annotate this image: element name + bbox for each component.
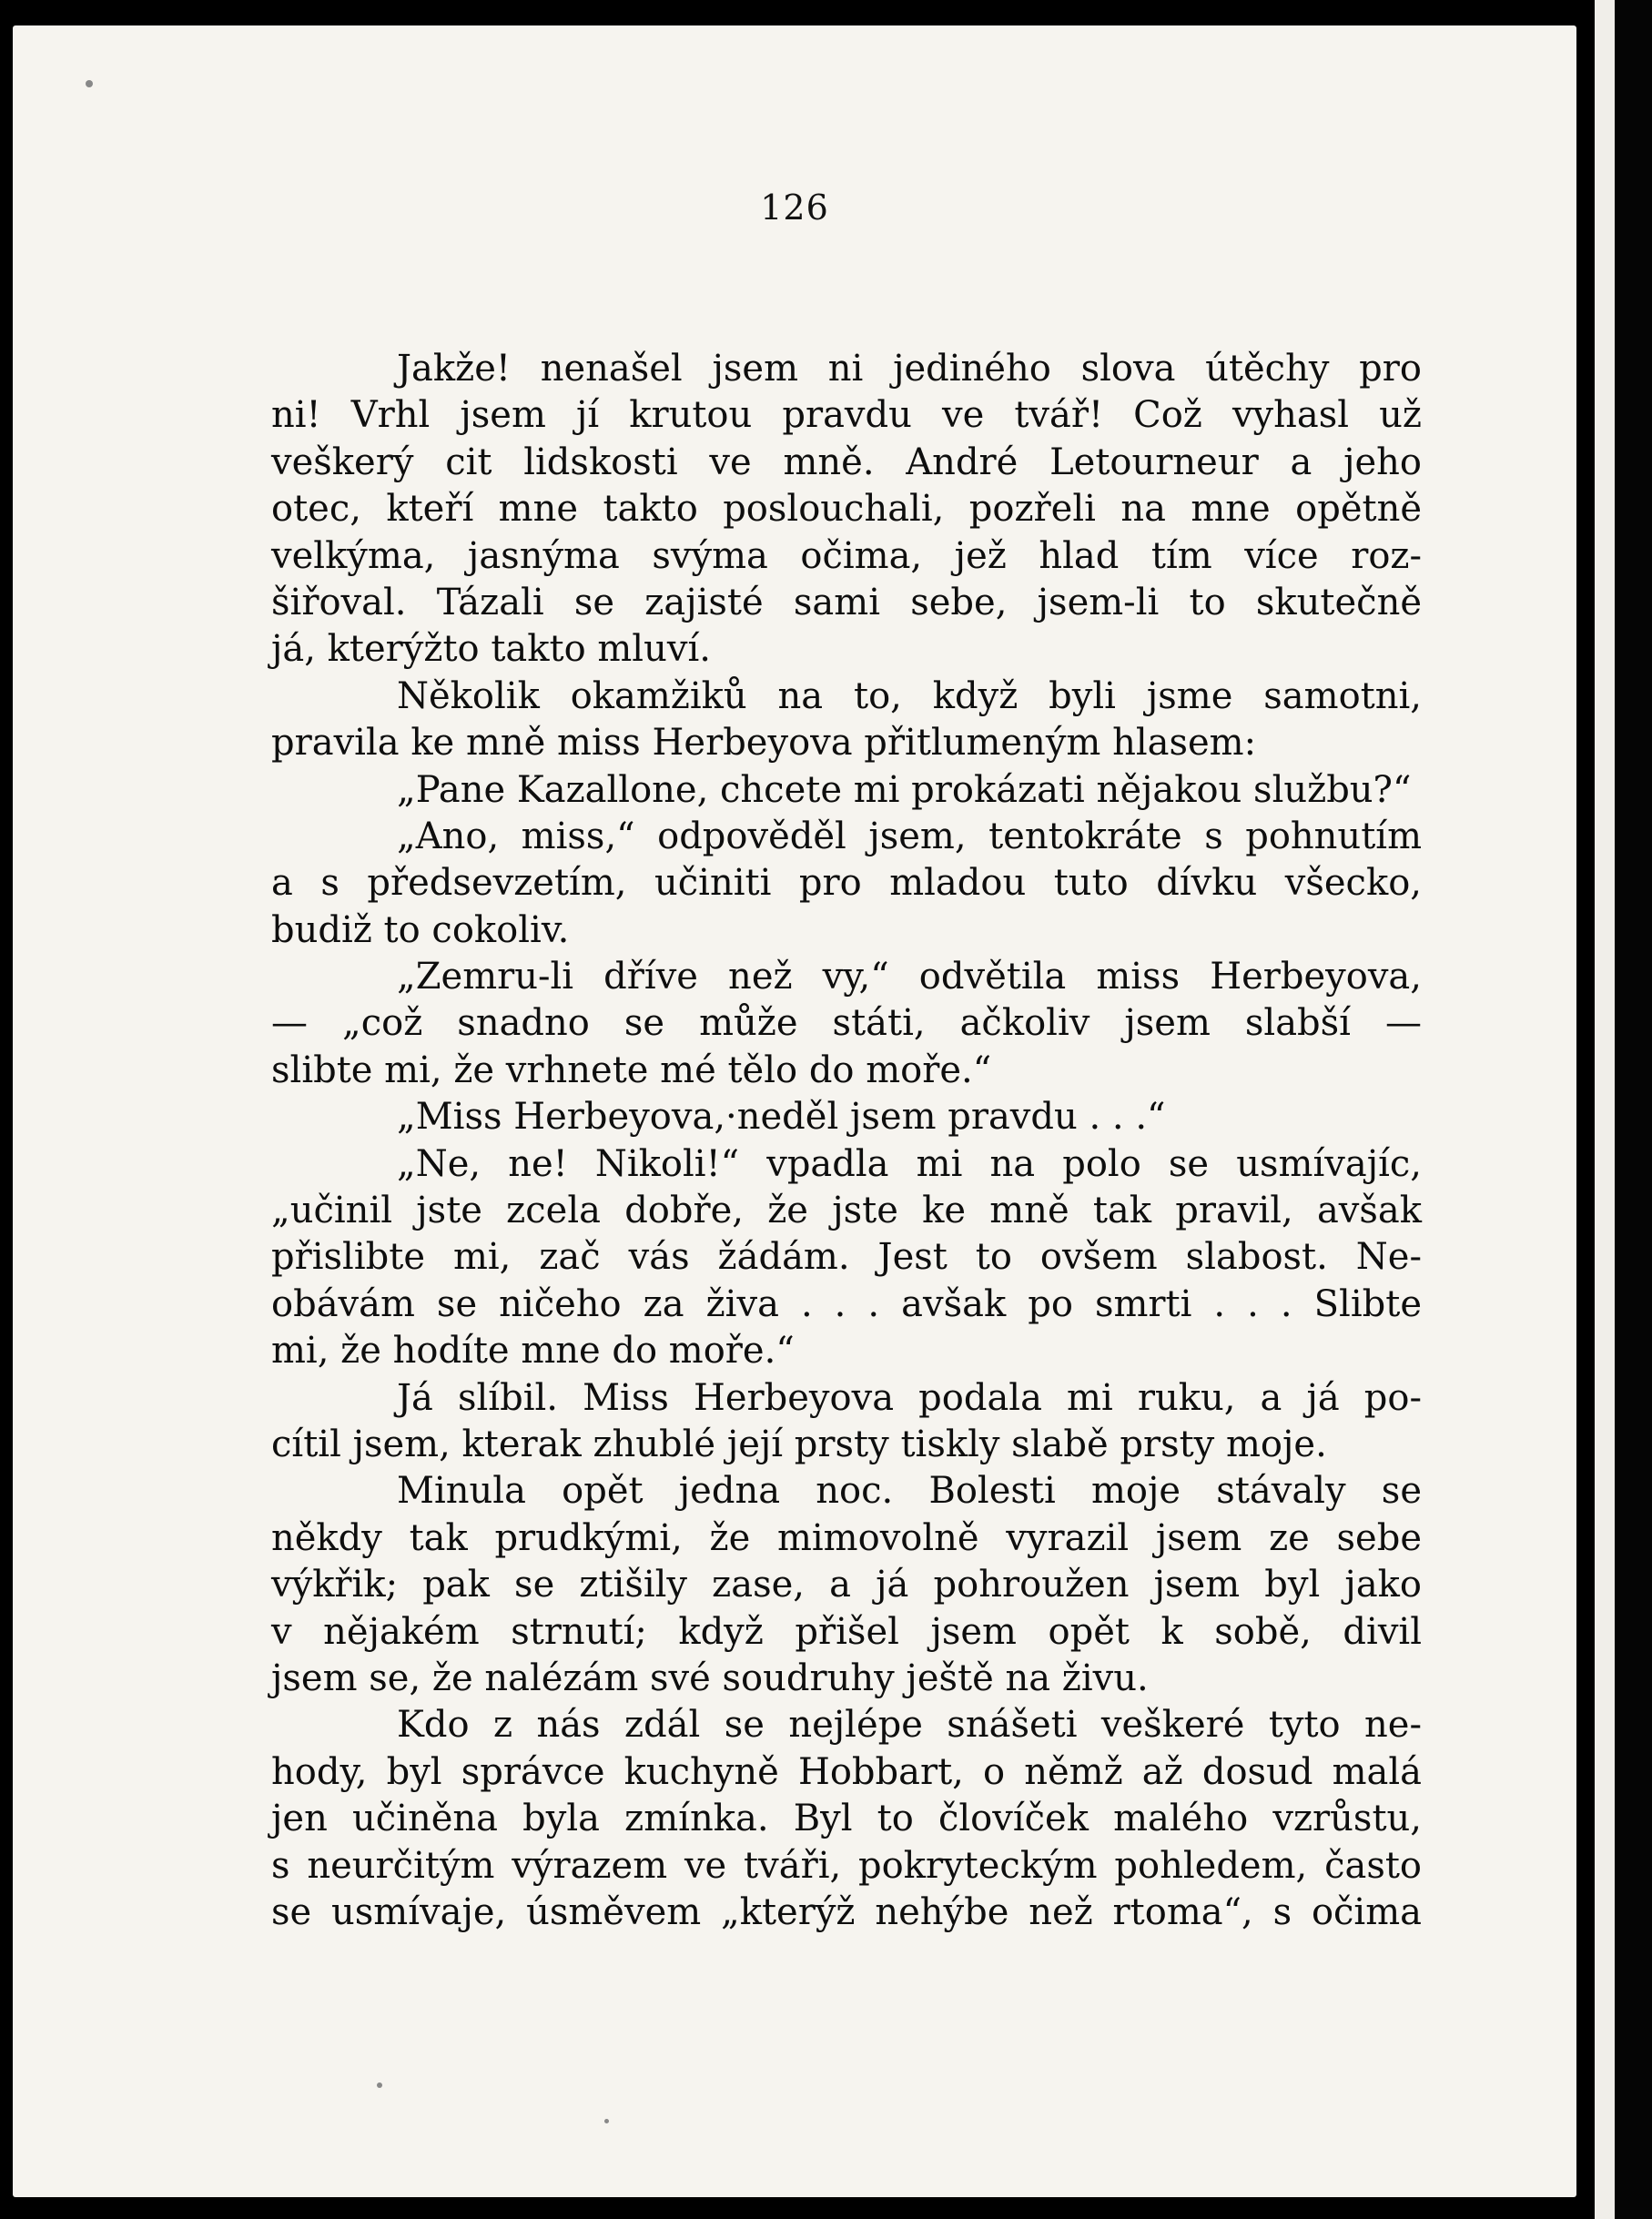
page-number: 126 [760, 187, 829, 228]
text-line: se usmívaje, úsměvem „kterýž nehýbe než rtoma“, s očima [271, 1890, 1422, 1933]
text-line: budiž to cokoliv. [271, 908, 570, 951]
text-line: v nějakém strnutí; když přišel jsem opět k sobě, divil [271, 1610, 1422, 1653]
text-line: velkýma, jasnýma svýma očima, jež hlad tím více roz- [271, 534, 1422, 577]
text-line: Minula opět jedna noc. Bolesti moje stávaly se [397, 1470, 1422, 1513]
text-line: s neurčitým výrazem ve tváři, pokryteckým pohledem, často [271, 1844, 1422, 1887]
text-line: a s předsevzetím, učiniti pro mladou tuto dívku všecko, [271, 862, 1422, 905]
text-line: já, kterýžto takto mluví. [271, 628, 711, 671]
text-line: obávám se ničeho za živa . . . avšak po smrti . . . Slibte [271, 1282, 1422, 1325]
text-line: Jakže! nenašel jsem ni jediného slova útěchy pro [397, 348, 1422, 390]
scan-border [1615, 0, 1652, 2219]
text-line: cítil jsem, kterak zhublé její prsty tiskly slabě prsty moje. [271, 1423, 1327, 1465]
text-line: „Miss Herbeyova,·neděl jsem pravdu . . .“ [397, 1096, 1166, 1139]
text-line: někdy tak prudkými, že mimovolně vyrazil jsem ze sebe [271, 1516, 1422, 1559]
print-speck [86, 80, 93, 87]
next-page-edge [1595, 0, 1615, 2219]
print-speck [604, 2119, 609, 2123]
text-line: mi, že hodíte mne do moře.“ [271, 1330, 795, 1373]
text-line: výkřik; pak se ztišily zase, a já pohroužen jsem byl jako [271, 1564, 1422, 1606]
text-line: — „což snadno se může státi, ačkoliv jsem slabší — [271, 1002, 1422, 1045]
page-text [271, 346, 1422, 1936]
text-line: „Ano, miss,“ odpověděl jsem, tentokráte s pohnutím [397, 815, 1422, 857]
text-line: „Zemru-li dříve než vy,“ odvětila miss Herbeyova, [397, 956, 1422, 998]
text-line: jen učiněna byla zmínka. Byl to človíček malého vzrůstu, [271, 1798, 1422, 1840]
text-line: Několik okamžiků na to, když byli jsme samotni, [397, 674, 1422, 717]
text-line: jsem se, že nalézám své soudruhy ještě na živu. [271, 1657, 1149, 1699]
text-line: „učinil jste zcela dobře, že jste ke mně tak pravil, avšak [271, 1190, 1422, 1232]
text-line: hody, byl správce kuchyně Hobbart, o němž až dosud malá [271, 1750, 1422, 1793]
text-line: slibte mi, že vrhnete mé tělo do moře.“ [271, 1049, 992, 1091]
text-line: Kdo z nás zdál se nejlépe snášeti veškeré tyto ne- [397, 1704, 1422, 1747]
text-line: Já slíbil. Miss Herbeyova podala mi ruku, a já po- [397, 1376, 1422, 1419]
text-line: přislibte mi, zač vás žádám. Jest to ovšem slabost. Ne- [271, 1236, 1422, 1279]
text-line: „Ne, ne! Nikoli!“ vpadla mi na polo se usmívajíc, [397, 1142, 1422, 1185]
text-line: otec, kteří mne takto poslouchali, pozřeli na mne opětně [271, 488, 1422, 531]
text-line: „Pane Kazallone, chcete mi prokázati nějakou službu?“ [397, 768, 1412, 811]
text-line: pravila ke mně miss Herbeyova přitlumeným hlasem: [271, 722, 1257, 765]
text-line: veškerý cit lidskosti ve mně. André Letourneur a jeho [271, 441, 1422, 483]
book-page [13, 25, 1576, 2197]
text-line: šiřoval. Tázali se zajisté sami sebe, jsem-li to skutečně [271, 581, 1422, 623]
print-speck [377, 2082, 382, 2088]
text-line: ni! Vrhl jsem jí krutou pravdu ve tvář! Což vyhasl už [271, 394, 1422, 437]
